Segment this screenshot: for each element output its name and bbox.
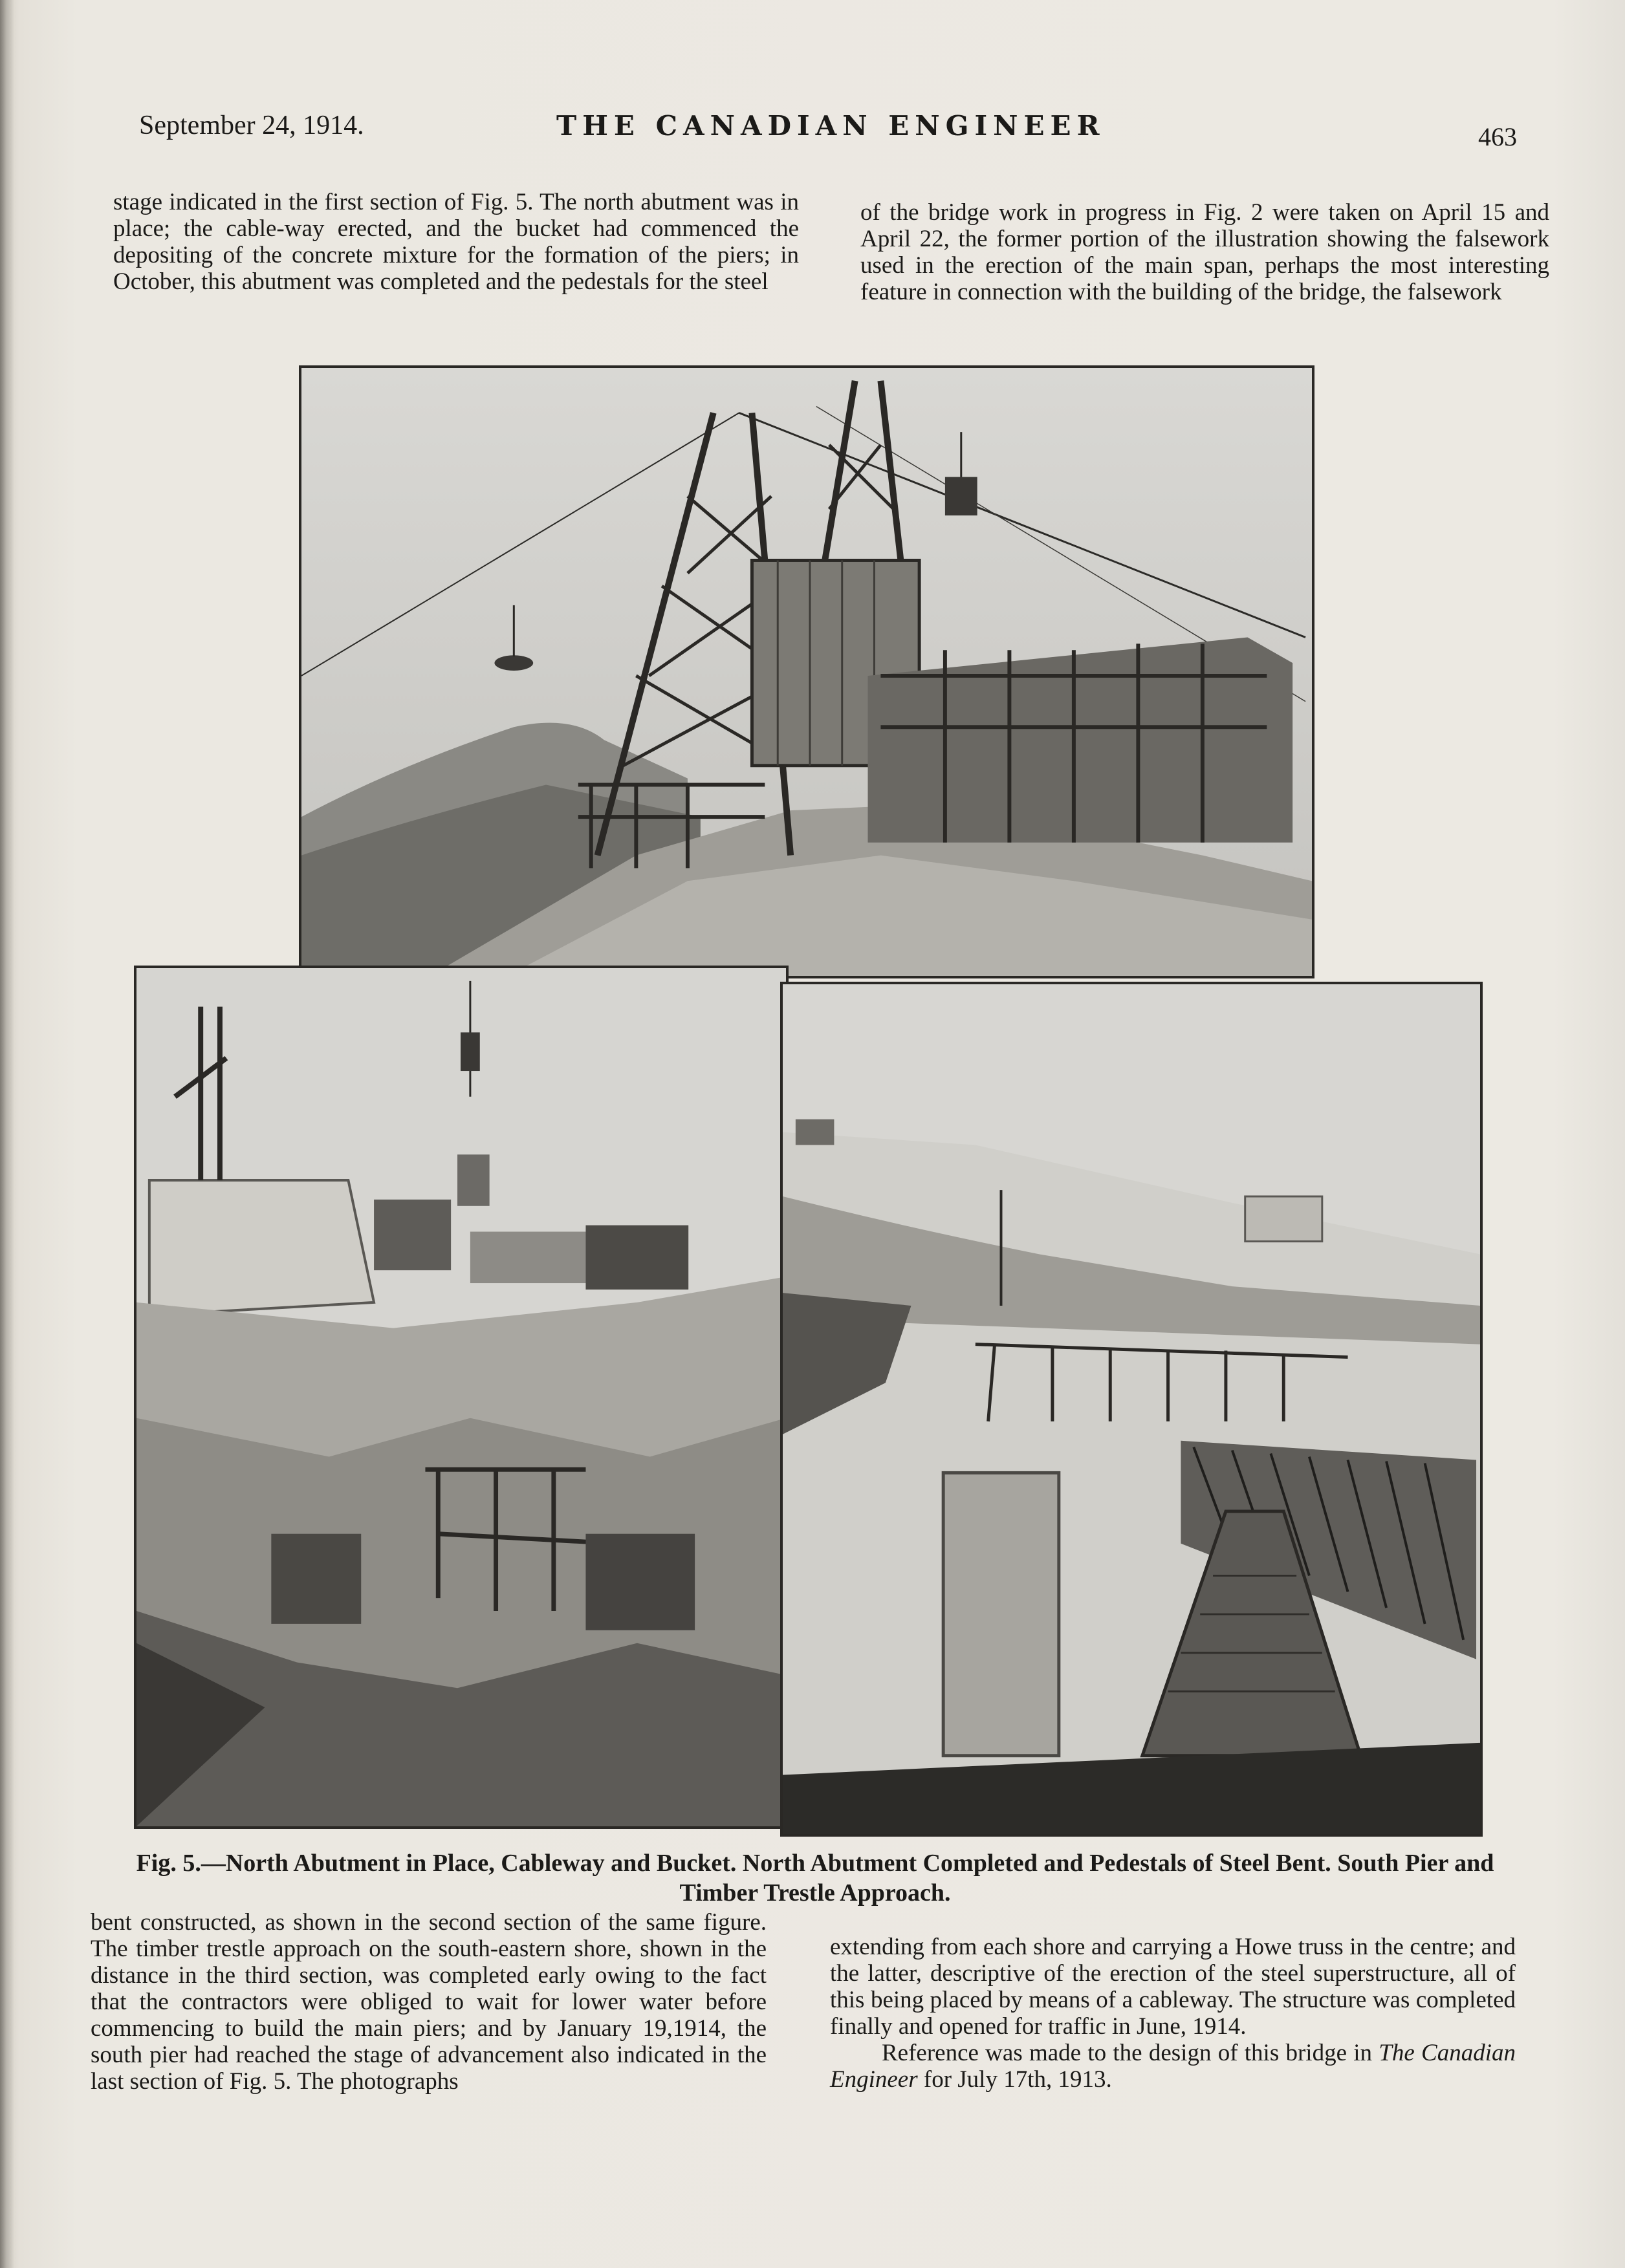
photo-north-abutment-completed [134, 966, 789, 1829]
issue-date: September 24, 1914. [139, 111, 364, 140]
page-number: 463 [1478, 122, 1517, 151]
photo-north-abutment-cableway [299, 365, 1314, 978]
paragraph: bent constructed, as shown in the second section of the same figure. The timber trestle approach on the south-eastern shore, shown in the distance in the third section, was completed early owing to the fact that the contractors were obliged to wait for lower water before commencing to build the main piers; and by January 19,1914, the south pier had reached the stage of advancement also indicated in the last section of Fig. 5. The photographs [91, 1909, 767, 2095]
paragraph: extending from each shore and carrying a Howe truss in the centre; and the latter, descriptive of the erection of the steel superstructure, all of this being placed by means of a cableway. The structure was completed finally and opened for traffic in June, 1914. [830, 1934, 1516, 2040]
figure-caption: Fig. 5.—North Abutment in Place, Cableway and Bucket. North Abutment Completed and Pedestals of Steel Bent. South Pier and Timber Trestle Approach. [136, 1850, 1494, 1906]
reference-journal: The Canadian Engineer [830, 2040, 1516, 2093]
text-column-bottom-left [91, 1909, 767, 2095]
text-column-top-right [860, 199, 1549, 305]
reference-suffix: for July 17th, 1913. [917, 2066, 1112, 2093]
running-header [139, 103, 1523, 149]
journal-title: THE CANADIAN ENGINEER [556, 110, 1106, 142]
text-column-bottom-right [830, 1934, 1516, 2093]
reference-prefix: Reference was made to the design of this bridge in [882, 2040, 1379, 2066]
paragraph: stage indicated in the first section of Fig. 5. The north abutment was in place; the cable-way erected, and the bucket had commenced the depositing of the concrete mixture for the formation of the piers; in October, this abutment was completed and the pedestals for the steel [113, 189, 799, 295]
binding-shadow [0, 0, 14, 2268]
reference-paragraph [830, 2040, 1516, 2093]
photo-south-pier-trestle [780, 982, 1483, 1837]
text-column-top-left [113, 189, 799, 295]
paragraph: of the bridge work in progress in Fig. 2 were taken on April 15 and April 22, the former portion of the illustration showing the falsework used in the erection of the main span, perhaps the most interesting feature in connection with the building of the bridge, the falsework [860, 199, 1549, 305]
